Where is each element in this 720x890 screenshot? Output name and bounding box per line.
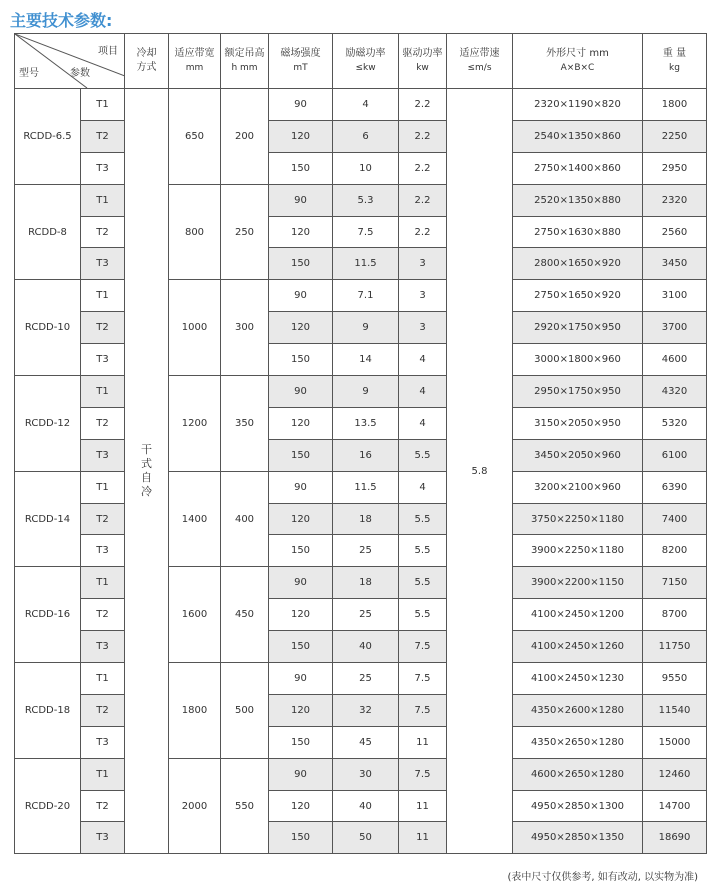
table-row (15, 567, 707, 599)
type-cell: T3 (81, 631, 125, 663)
spec-table (14, 33, 707, 854)
excite-cell: 11.5 (333, 471, 399, 503)
weight-cell: 18690 (643, 822, 707, 854)
excite-cell: 50 (333, 822, 399, 854)
drive-cell: 5.5 (399, 599, 447, 631)
lift-height-cell: 250 (221, 184, 269, 280)
drive-cell: 3 (399, 312, 447, 344)
table-row (15, 120, 707, 152)
type-cell: T1 (81, 567, 125, 599)
table-row (15, 758, 707, 790)
drive-cell: 3 (399, 280, 447, 312)
type-cell: T1 (81, 663, 125, 695)
dimensions-cell: 2950×1750×950 (513, 376, 643, 408)
cooling-cell (125, 89, 169, 854)
lift-height-cell: 350 (221, 376, 269, 472)
dimensions-cell: 3900×2200×1150 (513, 567, 643, 599)
table-row (15, 152, 707, 184)
model-cell: RCDD-20 (15, 758, 81, 854)
drive-cell: 2.2 (399, 89, 447, 121)
table-row (15, 216, 707, 248)
field-cell: 90 (269, 280, 333, 312)
field-cell: 90 (269, 376, 333, 408)
header-row (15, 34, 707, 89)
dimensions-cell: 2750×1400×860 (513, 152, 643, 184)
lift-height-cell: 500 (221, 663, 269, 759)
type-cell: T2 (81, 120, 125, 152)
type-cell: T3 (81, 822, 125, 854)
header-lift-height: 额定吊高 h mm (221, 34, 269, 89)
field-cell: 150 (269, 535, 333, 567)
field-cell: 120 (269, 216, 333, 248)
header-cooling: 冷却 方式 (125, 34, 169, 89)
table-row (15, 535, 707, 567)
excite-cell: 45 (333, 726, 399, 758)
field-cell: 90 (269, 758, 333, 790)
field-cell: 90 (269, 567, 333, 599)
drive-cell: 2.2 (399, 216, 447, 248)
excite-cell: 10 (333, 152, 399, 184)
weight-cell: 4320 (643, 376, 707, 408)
dimensions-cell: 4350×2650×1280 (513, 726, 643, 758)
excite-cell: 7.5 (333, 216, 399, 248)
header-weight: 重 量 kg (643, 34, 707, 89)
dimensions-cell: 4350×2600×1280 (513, 694, 643, 726)
drive-cell: 5.5 (399, 503, 447, 535)
dimensions-cell: 2750×1630×880 (513, 216, 643, 248)
dimensions-cell: 4100×2450×1260 (513, 631, 643, 663)
drive-cell: 5.5 (399, 439, 447, 471)
table-row (15, 471, 707, 503)
dimensions-cell: 2320×1190×820 (513, 89, 643, 121)
header-belt-speed: 适应带速 ≤m/s (447, 34, 513, 89)
excite-cell: 14 (333, 344, 399, 376)
field-cell: 150 (269, 822, 333, 854)
field-cell: 150 (269, 152, 333, 184)
table-row (15, 694, 707, 726)
type-cell: T2 (81, 312, 125, 344)
drive-cell: 2.2 (399, 184, 447, 216)
excite-cell: 18 (333, 567, 399, 599)
header-drive-power: 驱动功率 kw (399, 34, 447, 89)
drive-cell: 7.5 (399, 663, 447, 695)
drive-cell: 2.2 (399, 120, 447, 152)
type-cell: T1 (81, 184, 125, 216)
excite-cell: 7.1 (333, 280, 399, 312)
table-row (15, 663, 707, 695)
weight-cell: 3700 (643, 312, 707, 344)
lift-height-cell: 450 (221, 567, 269, 663)
table-row (15, 89, 707, 121)
weight-cell: 1800 (643, 89, 707, 121)
footnote: (表中尺寸仅供参考, 如有改动, 以实物为准) (507, 872, 698, 883)
excite-cell: 9 (333, 312, 399, 344)
drive-cell: 4 (399, 376, 447, 408)
field-cell: 150 (269, 439, 333, 471)
weight-cell: 2250 (643, 120, 707, 152)
type-cell: T3 (81, 726, 125, 758)
excite-cell: 11.5 (333, 248, 399, 280)
table-row (15, 407, 707, 439)
table-row (15, 631, 707, 663)
table-row (15, 822, 707, 854)
weight-cell: 8200 (643, 535, 707, 567)
field-cell: 120 (269, 312, 333, 344)
field-cell: 150 (269, 344, 333, 376)
spec-table-container (14, 33, 706, 854)
dimensions-cell: 4100×2450×1230 (513, 663, 643, 695)
weight-cell: 12460 (643, 758, 707, 790)
excite-cell: 32 (333, 694, 399, 726)
drive-cell: 11 (399, 790, 447, 822)
drive-cell: 3 (399, 248, 447, 280)
excite-cell: 13.5 (333, 407, 399, 439)
type-cell: T2 (81, 694, 125, 726)
drive-cell: 7.5 (399, 758, 447, 790)
dimensions-cell: 3450×2050×960 (513, 439, 643, 471)
header-param-label: 参数 (70, 68, 90, 79)
drive-cell: 2.2 (399, 152, 447, 184)
drive-cell: 11 (399, 822, 447, 854)
dimensions-cell: 4950×2850×1350 (513, 822, 643, 854)
excite-cell: 18 (333, 503, 399, 535)
excite-cell: 25 (333, 599, 399, 631)
belt-width-cell: 1800 (169, 663, 221, 759)
speed-cell: 5.8 (447, 89, 513, 854)
field-cell: 120 (269, 599, 333, 631)
weight-cell: 14700 (643, 790, 707, 822)
excite-cell: 40 (333, 790, 399, 822)
drive-cell: 5.5 (399, 567, 447, 599)
weight-cell: 4600 (643, 344, 707, 376)
dimensions-cell: 4950×2850×1300 (513, 790, 643, 822)
type-cell: T3 (81, 152, 125, 184)
weight-cell: 9550 (643, 663, 707, 695)
model-cell: RCDD-14 (15, 471, 81, 567)
type-cell: T2 (81, 407, 125, 439)
weight-cell: 3450 (643, 248, 707, 280)
weight-cell: 11750 (643, 631, 707, 663)
model-cell: RCDD-16 (15, 567, 81, 663)
field-cell: 90 (269, 184, 333, 216)
lift-height-cell: 550 (221, 758, 269, 854)
table-row (15, 344, 707, 376)
belt-width-cell: 800 (169, 184, 221, 280)
type-cell: T2 (81, 503, 125, 535)
header-dimensions: 外形尺寸 mm A×B×C (513, 34, 643, 89)
dimensions-cell: 3750×2250×1180 (513, 503, 643, 535)
dimensions-cell: 2800×1650×920 (513, 248, 643, 280)
weight-cell: 2320 (643, 184, 707, 216)
dimensions-cell: 3150×2050×950 (513, 407, 643, 439)
weight-cell: 3100 (643, 280, 707, 312)
type-cell: T1 (81, 89, 125, 121)
page-title: 主要技术参数: (10, 11, 113, 30)
drive-cell: 7.5 (399, 694, 447, 726)
belt-width-cell: 1000 (169, 280, 221, 376)
excite-cell: 30 (333, 758, 399, 790)
belt-width-cell: 1200 (169, 376, 221, 472)
table-row (15, 184, 707, 216)
weight-cell: 6100 (643, 439, 707, 471)
lift-height-cell: 200 (221, 89, 269, 185)
field-cell: 120 (269, 120, 333, 152)
weight-cell: 7150 (643, 567, 707, 599)
excite-cell: 25 (333, 535, 399, 567)
excite-cell: 16 (333, 439, 399, 471)
table-row (15, 599, 707, 631)
type-cell: T3 (81, 344, 125, 376)
weight-cell: 15000 (643, 726, 707, 758)
table-row (15, 376, 707, 408)
header-item-label: 项目 (98, 46, 118, 57)
weight-cell: 5320 (643, 407, 707, 439)
drive-cell: 4 (399, 344, 447, 376)
field-cell: 150 (269, 631, 333, 663)
drive-cell: 4 (399, 471, 447, 503)
belt-width-cell: 1400 (169, 471, 221, 567)
field-cell: 90 (269, 471, 333, 503)
weight-cell: 8700 (643, 599, 707, 631)
header-corner-cell (15, 34, 125, 89)
table-row (15, 280, 707, 312)
drive-cell: 4 (399, 407, 447, 439)
belt-width-cell: 650 (169, 89, 221, 185)
excite-cell: 9 (333, 376, 399, 408)
excite-cell: 40 (333, 631, 399, 663)
dimensions-cell: 4600×2650×1280 (513, 758, 643, 790)
spec-table-body (15, 89, 707, 854)
field-cell: 120 (269, 694, 333, 726)
excite-cell: 6 (333, 120, 399, 152)
header-model-label: 型号 (19, 68, 39, 79)
lift-height-cell: 300 (221, 280, 269, 376)
field-cell: 90 (269, 663, 333, 695)
excite-cell: 5.3 (333, 184, 399, 216)
excite-cell: 25 (333, 663, 399, 695)
field-cell: 120 (269, 790, 333, 822)
drive-cell: 11 (399, 726, 447, 758)
type-cell: T1 (81, 758, 125, 790)
dimensions-cell: 2920×1750×950 (513, 312, 643, 344)
weight-cell: 6390 (643, 471, 707, 503)
type-cell: T1 (81, 280, 125, 312)
field-cell: 120 (269, 503, 333, 535)
excite-cell: 4 (333, 89, 399, 121)
field-cell: 90 (269, 89, 333, 121)
weight-cell: 7400 (643, 503, 707, 535)
weight-cell: 2560 (643, 216, 707, 248)
table-row (15, 726, 707, 758)
drive-cell: 5.5 (399, 535, 447, 567)
model-cell: RCDD-8 (15, 184, 81, 280)
header-belt-width: 适应带宽 mm (169, 34, 221, 89)
belt-width-cell: 1600 (169, 567, 221, 663)
field-cell: 120 (269, 407, 333, 439)
dimensions-cell: 3200×2100×960 (513, 471, 643, 503)
table-row (15, 312, 707, 344)
dimensions-cell: 2520×1350×880 (513, 184, 643, 216)
cooling-value: 干式自冷 (141, 443, 152, 499)
type-cell: T3 (81, 439, 125, 471)
table-row (15, 503, 707, 535)
type-cell: T3 (81, 535, 125, 567)
dimensions-cell: 4100×2450×1200 (513, 599, 643, 631)
header-field-strength: 磁场强度 mT (269, 34, 333, 89)
weight-cell: 2950 (643, 152, 707, 184)
field-cell: 150 (269, 248, 333, 280)
drive-cell: 7.5 (399, 631, 447, 663)
belt-width-cell: 2000 (169, 758, 221, 854)
header-excitation-power: 励磁功率 ≤kw (333, 34, 399, 89)
model-cell: RCDD-12 (15, 376, 81, 472)
model-cell: RCDD-18 (15, 663, 81, 759)
type-cell: T2 (81, 599, 125, 631)
dimensions-cell: 3000×1800×960 (513, 344, 643, 376)
type-cell: T1 (81, 471, 125, 503)
type-cell: T3 (81, 248, 125, 280)
type-cell: T2 (81, 790, 125, 822)
dimensions-cell: 3900×2250×1180 (513, 535, 643, 567)
dimensions-cell: 2540×1350×860 (513, 120, 643, 152)
type-cell: T1 (81, 376, 125, 408)
table-row (15, 248, 707, 280)
table-row (15, 439, 707, 471)
type-cell: T2 (81, 216, 125, 248)
weight-cell: 11540 (643, 694, 707, 726)
model-cell: RCDD-10 (15, 280, 81, 376)
lift-height-cell: 400 (221, 471, 269, 567)
model-cell: RCDD-6.5 (15, 89, 81, 185)
table-row (15, 790, 707, 822)
field-cell: 150 (269, 726, 333, 758)
dimensions-cell: 2750×1650×920 (513, 280, 643, 312)
